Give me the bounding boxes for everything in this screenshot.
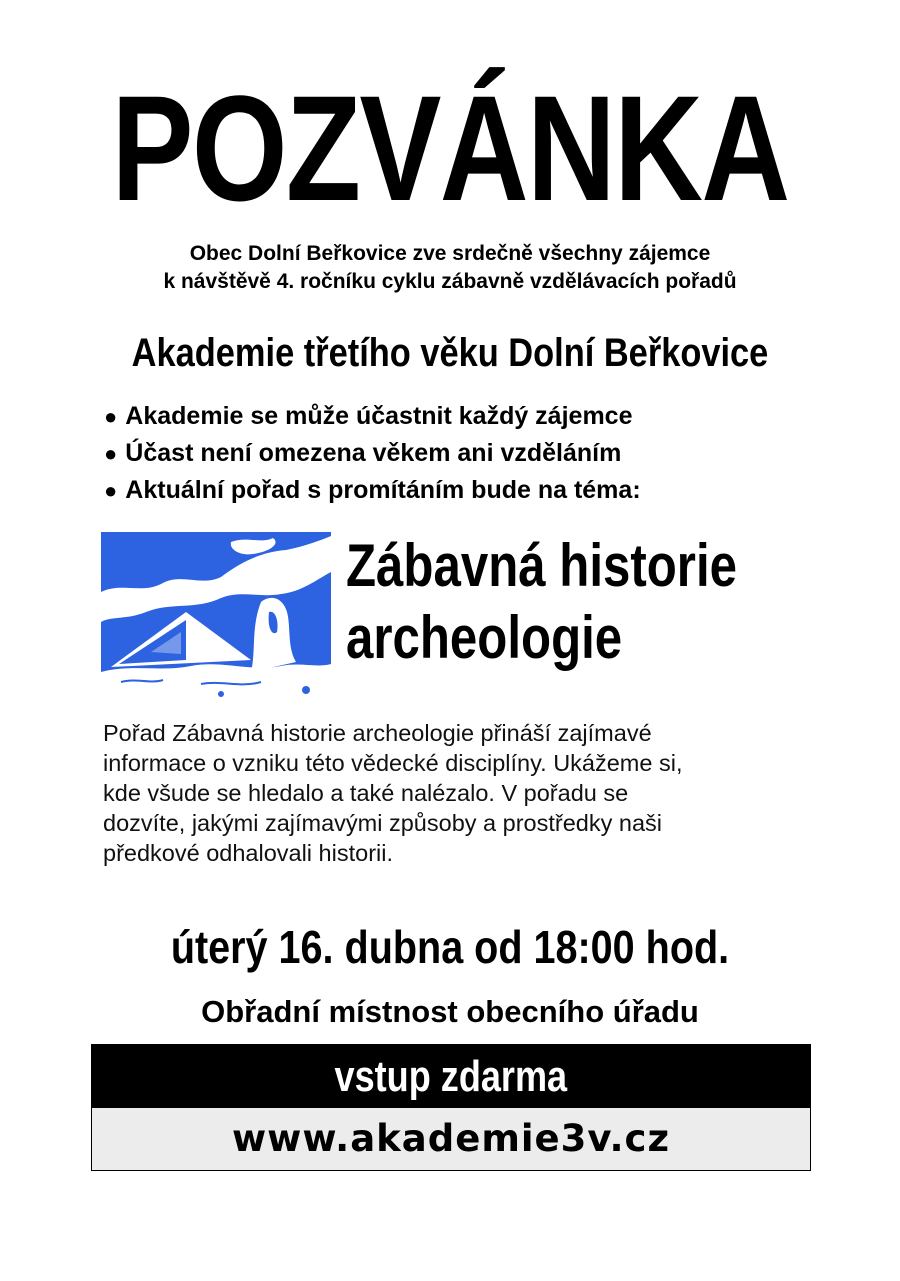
intro-line: Obec Dolní Beřkovice zve srdečně všechny zájemce (189, 242, 711, 265)
description (103, 718, 803, 868)
intro-text (0, 240, 900, 296)
page-title: POZVÁNKA (111, 64, 789, 232)
topic-line: Zábavná historie (346, 532, 737, 599)
admission-banner (92, 1045, 810, 1108)
description-line: dozvíte, jakými zajímavými způsoby a prostředky naši (103, 810, 662, 836)
description-line: kde všude se hledalo a také nalézalo. V pořadu se (103, 780, 629, 806)
bullet-icon: ● (104, 478, 118, 503)
event-date: úterý 16. dubna od 18:00 hod. (170, 921, 730, 973)
list-item: ● Aktuální pořad s promítáním bude na téma: (104, 476, 641, 504)
topic-line: archeologie (346, 604, 623, 671)
pyramid-sphinx-illustration (101, 532, 331, 704)
description-line: předkové odhalovali historii. (103, 840, 393, 866)
topic-title (346, 530, 772, 674)
admission-label: vstup zdarma (334, 1052, 568, 1101)
bullet-list (104, 398, 804, 509)
list-item: ● Akademie se může účastnit každý zájemce (104, 402, 633, 430)
event-place: Obřadní místnost obecního úřadu (201, 994, 699, 1029)
bullet-icon: ● (104, 404, 118, 429)
intro-line: k návštěvě 4. ročníku cyklu zábavně vzdělávacích pořadů (163, 270, 737, 293)
bullet-icon: ● (104, 441, 118, 466)
description-line: Pořad Zábavná historie archeologie přináší zajímavé (103, 720, 652, 746)
subtitle: Akademie třetího věku Dolní Beřkovice (131, 331, 769, 375)
admission-box (91, 1044, 811, 1171)
pyramid-sphinx-image (101, 532, 331, 704)
list-item: ● Účast není omezena věkem ani vzděláním (104, 439, 622, 467)
description-line: informace o vzniku této vědecké disciplíny. Ukážeme si, (103, 750, 683, 776)
website-link[interactable]: www.akademie3v.cz (92, 1108, 810, 1170)
